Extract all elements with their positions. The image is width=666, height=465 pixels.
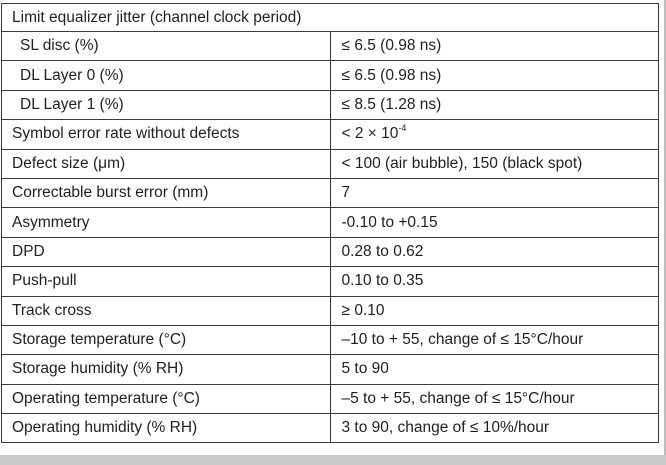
table-row: [2, 149, 659, 178]
param-cell: DL Layer 1 (%): [2, 90, 331, 119]
table-row: [2, 296, 659, 325]
value-cell: ≤ 6.5 (0.98 ns): [330, 61, 659, 90]
table-row: [2, 90, 659, 119]
table-row: [2, 178, 659, 207]
param-cell: Storage humidity (% RH): [2, 355, 331, 384]
value-cell: -0.10 to +0.15: [330, 208, 659, 237]
table-row: [2, 61, 659, 90]
table-row: [2, 384, 659, 413]
value-cell: ≤ 8.5 (1.28 ns): [330, 90, 659, 119]
param-cell: Correctable burst error (mm): [2, 178, 331, 207]
table-row: [2, 32, 659, 61]
spec-table: [1, 3, 659, 443]
table-row: [2, 208, 659, 237]
value-cell: 0.28 to 0.62: [330, 237, 659, 266]
table-row: [2, 120, 659, 149]
value-cell: ≥ 0.10: [330, 296, 659, 325]
value-cell: < 100 (air bubble), 150 (black spot): [330, 149, 659, 178]
param-cell: SL disc (%): [2, 32, 331, 61]
table-row: [2, 355, 659, 384]
param-cell: Storage temperature (°C): [2, 325, 331, 354]
param-cell: Symbol error rate without defects: [2, 120, 331, 149]
value-text: < 2 × 10: [341, 125, 399, 143]
table-row: [2, 267, 659, 296]
param-cell: Defect size (μm): [2, 149, 331, 178]
value-cell: –5 to + 55, change of ≤ 15°C/hour: [330, 384, 659, 413]
param-cell: Push-pull: [2, 267, 331, 296]
table-header-cell: Limit equalizer jitter (channel clock period): [2, 4, 659, 32]
table-header-row: [2, 4, 659, 32]
param-cell: Operating humidity (% RH): [2, 414, 331, 443]
value-cell: 5 to 90: [330, 355, 659, 384]
exponent: -4: [398, 123, 407, 134]
param-cell: Operating temperature (°C): [2, 384, 331, 413]
table-row: [2, 414, 659, 443]
param-cell: Asymmetry: [2, 208, 331, 237]
param-cell: Track cross: [2, 296, 331, 325]
param-cell: DPD: [2, 237, 331, 266]
value-cell: –10 to + 55, change of ≤ 15°C/hour: [330, 325, 659, 354]
value-cell: 0.10 to 0.35: [330, 267, 659, 296]
value-cell: 3 to 90, change of ≤ 10%/hour: [330, 414, 659, 443]
table-row: [2, 325, 659, 354]
param-cell: DL Layer 0 (%): [2, 61, 331, 90]
value-cell: ≤ 6.5 (0.98 ns): [330, 32, 659, 61]
table-row: [2, 237, 659, 266]
value-cell: 7: [330, 178, 659, 207]
value-cell: [330, 120, 659, 149]
